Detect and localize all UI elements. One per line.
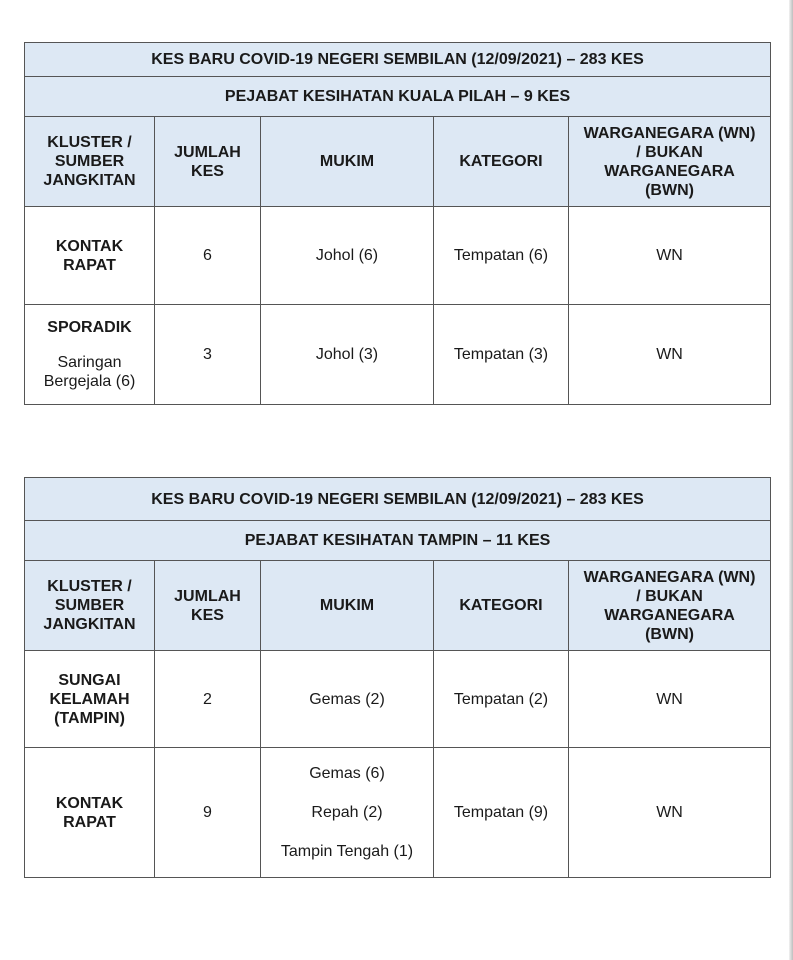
office-title: PEJABAT KESIHATAN TAMPIN – 11 KES [25,521,771,561]
cell-warganegara: WN [569,305,771,405]
office-title: PEJABAT KESIHATAN KUALA PILAH – 9 KES [25,77,771,117]
table-row [25,651,771,748]
cell-kluster-sub: Saringan [57,354,122,371]
header-warganegara: WARGANEGARA (WN) / BUKAN WARGANEGARA (BWN) [569,117,771,207]
cell-kategori: Tempatan (9) [434,748,569,878]
cell-mukim: Johol (6) [261,207,434,305]
cell-jumlah: 3 [155,305,261,405]
cell-kategori: Tempatan (3) [434,305,569,405]
cell-warganegara: WN [569,207,771,305]
cell-mukim [261,748,434,878]
header-kluster: KLUSTER / SUMBER JANGKITAN [25,561,155,651]
cases-table-kuala-pilah [24,42,771,405]
table-title: KES BARU COVID-19 NEGERI SEMBILAN (12/09/2021) – 283 KES [25,43,771,77]
cell-kluster: SPORADIK Saringan Bergejala (6) [25,305,155,405]
mukim-entry: Repah (2) [311,804,383,821]
header-kategori: KATEGORI [434,117,569,207]
table-title: KES BARU COVID-19 NEGERI SEMBILAN (12/09/2021) – 283 KES [25,478,771,521]
header-jumlah-kes: JUMLAH KES [155,117,261,207]
cell-kategori: Tempatan (2) [434,651,569,748]
mukim-entry: Gemas (6) [309,765,385,782]
page-edge-shadow [789,0,793,960]
table-row [25,207,771,305]
cell-kluster: KONTAK RAPAT [25,207,155,305]
header-mukim: MUKIM [261,561,434,651]
cell-jumlah: 2 [155,651,261,748]
header-mukim: MUKIM [261,117,434,207]
cell-jumlah: 6 [155,207,261,305]
cell-warganegara: WN [569,748,771,878]
cell-warganegara: WN [569,651,771,748]
cell-kluster: SUNGAI KELAMAH (TAMPIN) [25,651,155,748]
table-row [25,305,771,405]
cell-mukim: Gemas (2) [261,651,434,748]
cell-kluster: KONTAK RAPAT [25,748,155,878]
cell-kategori: Tempatan (6) [434,207,569,305]
header-warganegara: WARGANEGARA (WN) / BUKAN WARGANEGARA (BWN) [569,561,771,651]
table-row [25,748,771,878]
cell-kluster-sub: Bergejala (6) [43,373,136,390]
mukim-entry: Tampin Tengah (1) [280,843,414,860]
cell-jumlah: 9 [155,748,261,878]
header-jumlah-kes: JUMLAH KES [155,561,261,651]
header-kluster: KLUSTER / SUMBER JANGKITAN [25,117,155,207]
cell-mukim: Johol (3) [261,305,434,405]
cases-table-tampin [24,477,771,878]
header-kategori: KATEGORI [434,561,569,651]
